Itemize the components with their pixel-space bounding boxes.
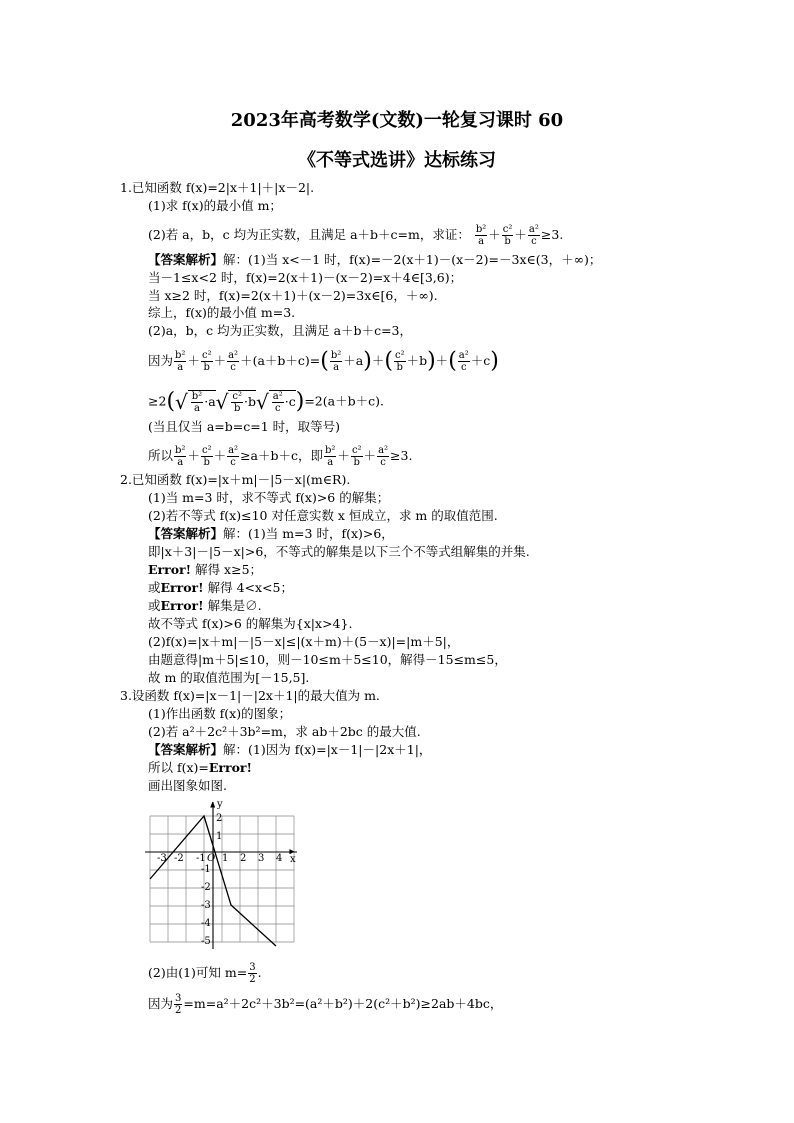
p2-answer-line-2: 即|x＋3|－|5－x|>6，不等式的解集是以下三个不等式组解集的并集. [148, 544, 530, 559]
title-line-1: 2023年高考数学(文数)一轮复习课时 60 [230, 110, 564, 131]
p1-answer-line-9: 所以 $\frac{\text{b²}}{a}$ ＋ $\frac{\text{c²}}{b}$ ＋ $\frac{\text{a²}}{c}$ ≥a＋b＋c，即 $\frac{\text{b²}}{a}$ ＋ $\frac{\text{c²}}{b}$ ＋ $\frac{\text{a²}}{c}$ ≥3. [148, 445, 413, 468]
p2-q1: (1)当 m=3 时，求不等式 f(x)>6 的解集； [148, 490, 390, 505]
y-tick-label: -5 [201, 936, 211, 947]
p1-answer-line-8: (当且仅当 a=b=c=1 时，取等号) [148, 419, 341, 434]
p1-answer-line-6: 因为 $\frac{\text{b²}}{a}$ ＋ $\frac{\text{c²}}{b}$ ＋ $\frac{\text{a²}}{c}$ ＋(a＋b＋c)=( $\frac{\text{b²}}{a}$ ＋a)＋( $\frac{\text{c²}}{b}$ ＋b)＋( $\frac{\text{a²}}{c}$ ＋c) [148, 348, 499, 374]
x-axis-label: x [290, 854, 296, 865]
p1-answer-line-1: 【答案解析】解：(1)当 x<－1 时，f(x)=－2(x＋1)－(x－2)=－3x∈(3，＋∞)； [148, 252, 602, 267]
p3-answer-line-5: 因为 $\frac{3}{2}$ =m=a²＋2c²＋3b²=(a²＋b²)＋2(c²＋b²)≥2ab＋4bc， [148, 993, 503, 1016]
p1-stem: 1.已知函数 f(x)=2|x＋1|＋|x－2|. [120, 180, 315, 195]
p3-q2: (2)若 a²＋2c²＋3b²=m，求 ab＋2bc 的最大值. [148, 724, 421, 739]
x-tick-label: 4 [276, 853, 283, 864]
p1-answer-line-5: (2)a，b，c 均为正实数，且满足 a＋b＋c=3， [148, 323, 412, 338]
y-tick-label: 2 [216, 813, 223, 824]
p3-answer-line-1: 【答案解析】解：(1)因为 f(x)=|x－1|－|2x＋1|， [148, 742, 432, 757]
y-tick-label: 1 [216, 831, 223, 842]
p1-q1: (1)求 f(x)的最小值 m； [148, 198, 282, 213]
p2-answer-line-3: Error! 解得 x≥5； [148, 562, 263, 577]
title-line-2: 《不等式选讲》达标练习 [298, 150, 496, 171]
p2-answer-line-7: (2)f(x)=|x＋m|－|5－x|≤|(x＋m)＋(5－x)|=|m＋5|， [148, 634, 460, 649]
p3-stem: 3.设函数 f(x)=|x－1|－|2x＋1|的最大值为 m. [120, 688, 380, 703]
p1-answer-line-3: 当 x≥2 时，f(x)=2(x＋1)＋(x－2)=3x∈[6，＋∞). [148, 288, 438, 303]
p2-answer-line-1: 【答案解析】解：(1)当 m=3 时，f(x)>6， [148, 526, 394, 541]
p2-answer-line-5: 或Error! 解集是∅. [148, 598, 262, 613]
p2-answer-line-4: 或Error! 解得 4<x<5； [148, 580, 293, 595]
p1-answer-line-4: 综上，f(x)的最小值 m=3. [148, 305, 296, 320]
x-tick-label: 2 [240, 853, 247, 864]
p2-stem: 2.已知函数 f(x)=|x＋m|－|5－x|(m∈R). [120, 472, 351, 487]
x-tick-label: O [207, 853, 216, 864]
y-tick-label: -4 [201, 918, 211, 929]
p3-answer-line-2: 所以 f(x)=Error! [148, 760, 252, 775]
x-tick-label: -1 [196, 853, 206, 864]
y-tick-label: -2 [201, 882, 211, 893]
p3-answer-line-4: (2)由(1)可知 m= $\frac{3}{2}$ . [148, 962, 262, 985]
y-tick-label: -3 [201, 900, 211, 911]
p1-answer-line-2: 当－1≤x<2 时，f(x)=2(x＋1)－(x－2)=x＋4∈[3,6)； [148, 270, 463, 285]
function-graph [145, 798, 300, 950]
x-tick-label: -2 [174, 853, 184, 864]
p3-answer-line-3: 画出图象如图. [148, 778, 227, 793]
p2-answer-line-6: 故不等式 f(x)>6 的解集为{x|x>4}. [148, 616, 353, 631]
p1-q2: (2)若 a，b，c 均为正实数，且满足 a＋b＋c=m，求证： $\frac{\text{b²}}{a}$ ＋ $\frac{\text{c²}}{b}$ ＋ $\frac{\text{a²}}{c}$ ≥3. [148, 224, 564, 247]
p1-answer-line-7: ≥2(√ $\frac{\text{b²}}{a}$ ·a√ $\frac{\text{c²}}{b}$ ·b√ $\frac{\text{a²}}{c}$ ·c)=2(a＋b＋c). [148, 389, 384, 414]
x-tick-label: 1 [222, 853, 229, 864]
p2-answer-line-8: 由题意得|m＋5|≤10，则－10≤m＋5≤10，解得－15≤m≤5， [148, 652, 507, 667]
y-axis-label: y [217, 799, 223, 810]
x-tick-label: -3 [157, 853, 167, 864]
p2-q2: (2)若不等式 f(x)≤10 对任意实数 x 恒成立，求 m 的取值范围. [148, 508, 498, 523]
x-tick-label: 3 [258, 853, 265, 864]
p2-answer-line-9: 故 m 的取值范围为[－15,5]. [148, 670, 310, 685]
y-tick-label: -1 [201, 864, 211, 875]
p3-q1: (1)作出函数 f(x)的图象； [148, 706, 292, 721]
